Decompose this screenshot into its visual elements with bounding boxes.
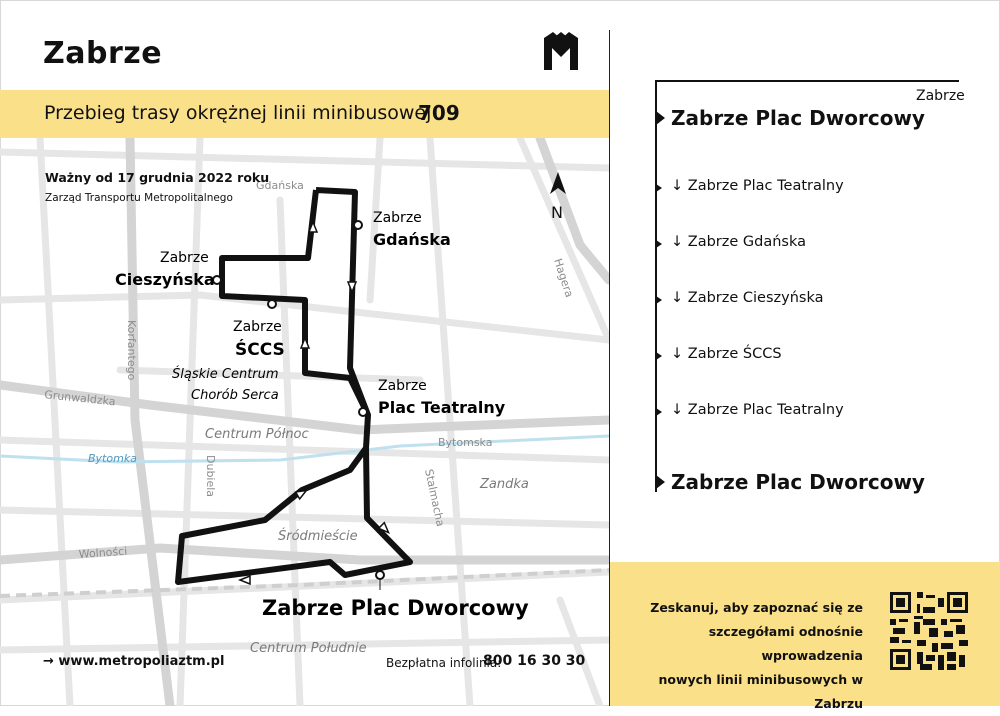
street-label: Korfantego bbox=[125, 320, 138, 381]
railway bbox=[0, 570, 609, 596]
city-title: Zabrze bbox=[43, 36, 163, 71]
street-label: Hagera bbox=[551, 256, 576, 299]
stop-marker-icon bbox=[656, 184, 662, 192]
stop-marker-icon bbox=[656, 240, 662, 248]
qr-code-icon[interactable] bbox=[890, 592, 968, 670]
stop-teatralny-marker bbox=[359, 408, 367, 416]
stop-label-small: Zabrze bbox=[373, 210, 422, 226]
schedule-stop: ↓ Zabrze Cieszyńska bbox=[671, 290, 824, 306]
qr-description bbox=[630, 596, 863, 716]
terminus-marker-icon bbox=[656, 111, 665, 125]
website-link[interactable]: → www.metropoliaztm.pl bbox=[43, 654, 225, 669]
stop-marker-icon bbox=[656, 296, 662, 304]
stop-marker-icon bbox=[656, 352, 662, 360]
terminus-start: Zabrze Plac Dworcowy bbox=[671, 106, 925, 130]
terminus-end: Zabrze Plac Dworcowy bbox=[671, 470, 925, 494]
qr-text-line: nowych linii minibusowych w Zabrzu bbox=[658, 672, 863, 711]
terminus-marker-icon bbox=[656, 475, 665, 489]
main-roads bbox=[0, 138, 609, 706]
stop-label-small: Zabrze bbox=[160, 250, 209, 266]
street-label: Stalmacha bbox=[422, 467, 447, 528]
hotline-number: 800 16 30 30 bbox=[483, 653, 586, 669]
street-label: Dubiela bbox=[204, 455, 217, 498]
schedule-stop: ↓ Zabrze Plac Teatralny bbox=[671, 178, 844, 194]
timeline-top-line bbox=[655, 80, 959, 82]
direction-label: Zabrze bbox=[916, 88, 965, 104]
arrow-right-icon bbox=[240, 576, 250, 584]
banner-text: Przebieg trasy okrężnej linii minibusowej bbox=[44, 102, 432, 124]
validity-note: Ważny od 17 grudnia 2022 roku bbox=[45, 170, 270, 185]
qr-text-line: szczegółami odnośnie wprowadzenia bbox=[708, 624, 863, 663]
stop-label-small: Zabrze bbox=[233, 319, 282, 335]
stop-label-big: Plac Teatralny bbox=[378, 398, 506, 417]
river-label: Bytomka bbox=[88, 452, 137, 465]
stop-dworcowy-marker bbox=[376, 571, 384, 579]
district-label: Centrum Północ bbox=[205, 427, 309, 442]
stop-gdanska-marker bbox=[354, 221, 362, 229]
stop-label-big: Cieszyńska bbox=[115, 270, 215, 289]
stop-label-main: Zabrze Plac Dworcowy bbox=[262, 596, 529, 620]
district-label: Zandka bbox=[480, 477, 529, 492]
operator-name: Zarząd Transportu Metropolitalnego bbox=[45, 192, 233, 204]
stop-label-italic: Śląskie Centrum bbox=[172, 367, 279, 382]
metropolia-logo-icon bbox=[544, 32, 578, 70]
qr-text-line: Zeskanuj, aby zapoznać się ze bbox=[650, 600, 863, 615]
stop-label-italic: Chorób Serca bbox=[191, 388, 279, 403]
hotline-label: Bezpłatna infolinia: bbox=[386, 656, 502, 670]
schedule-stop: ↓ Zabrze Gdańska bbox=[671, 234, 806, 250]
stop-label-big: ŚCCS bbox=[235, 340, 285, 360]
street-label: Gdańska bbox=[256, 179, 304, 192]
district-label: Śródmieście bbox=[278, 529, 358, 544]
street-label: Bytomska bbox=[438, 436, 493, 449]
schedule-stop: ↓ Zabrze ŚCCS bbox=[671, 346, 782, 362]
timeline-line bbox=[655, 80, 657, 492]
stop-marker-icon bbox=[656, 408, 662, 416]
stop-label-small: Zabrze bbox=[378, 378, 427, 394]
district-label: Centrum Południe bbox=[250, 641, 367, 656]
stop-sccs-marker bbox=[268, 300, 276, 308]
line-number: 709 bbox=[418, 101, 460, 125]
stop-label-big: Gdańska bbox=[373, 230, 451, 249]
street-label: Wolności bbox=[78, 544, 128, 561]
street-label: Grunwaldzka bbox=[43, 388, 117, 409]
schedule-stop: ↓ Zabrze Plac Teatralny bbox=[671, 402, 844, 418]
route-map bbox=[0, 138, 609, 706]
compass-label: N bbox=[551, 203, 563, 222]
